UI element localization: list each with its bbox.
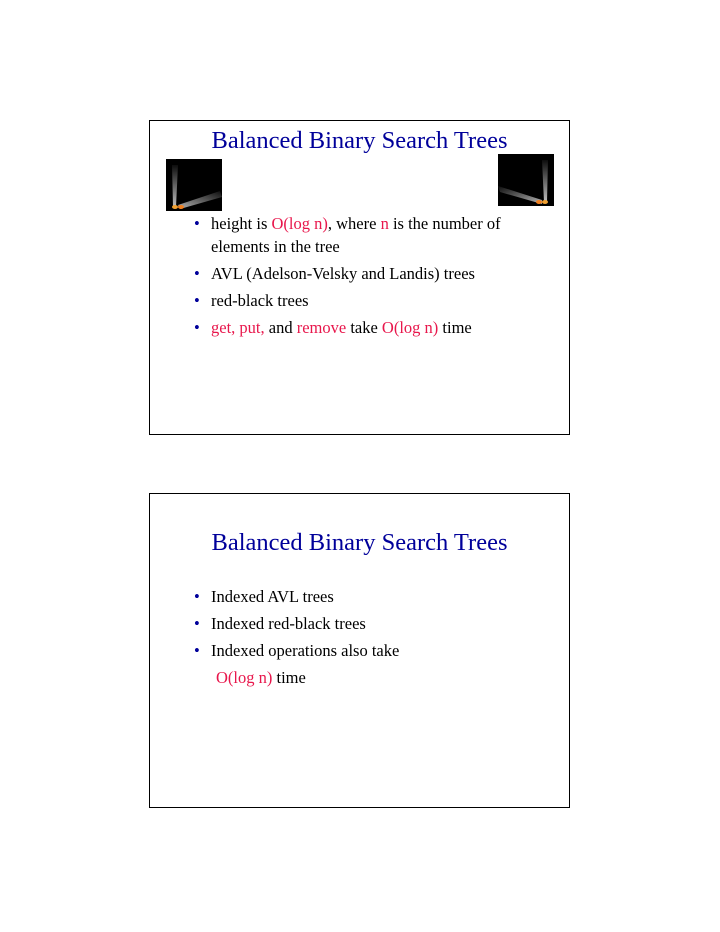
text-run: take (346, 318, 382, 337)
list-item (194, 212, 509, 258)
accent-text: n (380, 214, 389, 233)
accent-text: O(log n) (216, 668, 273, 687)
slide-2-bullet-list (194, 585, 509, 693)
slide-2-title: Balanced Binary Search Trees (211, 529, 508, 556)
text-run: Indexed red-black trees (211, 614, 366, 633)
bullet-icon: • (194, 587, 200, 606)
list-item (194, 289, 509, 312)
list-item (194, 639, 509, 662)
slide-2 (149, 493, 570, 808)
continuation-line (194, 666, 509, 689)
text-run: Indexed AVL trees (211, 587, 334, 606)
list-item-continuation (194, 666, 509, 689)
text-run: and (264, 318, 297, 337)
slide-1-bullet-list (194, 212, 509, 343)
slide-1-title: Balanced Binary Search Trees (211, 127, 508, 154)
text-run: Indexed operations also take (211, 641, 400, 660)
list-item (194, 262, 509, 285)
text-run: time (438, 318, 472, 337)
text-run: AVL (Adelson-Velsky and Landis) trees (211, 264, 475, 283)
text-run: is the number of elements in the tree (211, 214, 501, 256)
accent-text: get, put, (211, 318, 265, 337)
spotlight-right-icon (498, 154, 554, 206)
accent-text: remove (296, 318, 347, 337)
slide-1 (149, 120, 570, 435)
bullet-icon: • (194, 641, 200, 660)
list-item (194, 612, 509, 635)
list-item (194, 316, 509, 339)
spotlight-left-icon (166, 159, 222, 211)
bullet-icon: • (194, 318, 200, 337)
bullet-icon: • (194, 214, 200, 233)
bullet-icon: • (194, 614, 200, 633)
bullet-icon: • (194, 291, 200, 310)
text-run: height is (211, 214, 272, 233)
text-run: , where (327, 214, 381, 233)
accent-text: O(log n) (381, 318, 439, 337)
text-run: time (272, 668, 306, 687)
text-run: red-black trees (211, 291, 309, 310)
bullet-icon: • (194, 264, 200, 283)
list-item (194, 585, 509, 608)
accent-text: O(log n) (271, 214, 328, 233)
